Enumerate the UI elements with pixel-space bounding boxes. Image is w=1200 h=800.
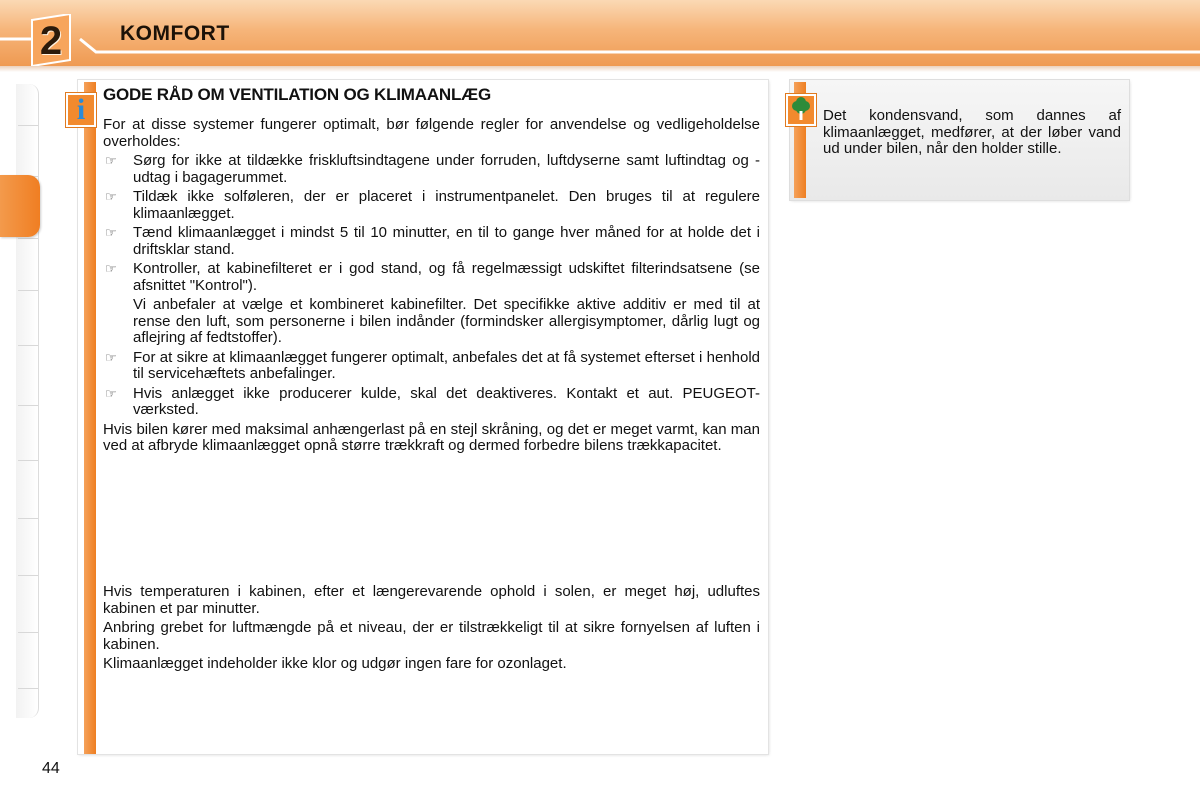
- main-panel-accent-strip: [84, 82, 96, 754]
- tab-divider: [18, 518, 38, 519]
- list-item: ☞ Hvis anlægget ikke producerer kulde, skal det deaktiveres. Kontakt et aut. PEUGEOT-værksted.: [105, 384, 760, 418]
- tab-divider: [18, 688, 38, 689]
- pointing-hand-icon: ☞: [105, 153, 117, 168]
- section-title: GODE RÅD OM VENTILATION OG KLIMAANLÆG: [103, 85, 491, 104]
- airflow-paragraph: Anbring grebet for luftmængde på et niveau, der er tilstrækkeligt til at sikre fornyelsen af luften i kabinen.: [103, 619, 760, 653]
- list-item: ☞ Tildæk ikke solføleren, der er placeret i instrumentpanelet. Den bruges til at regulere klimaanlægget.: [105, 188, 760, 222]
- info-icon: i: [66, 93, 96, 127]
- pointing-hand-icon: ☞: [105, 225, 117, 240]
- towing-paragraph: Hvis bilen kører med maksimal anhængerlast på en stejl skråning, og det er meget varmt, kan man ved at afbryde klimaanlægget opnå større trækkraft og dermed forbedre bilens trækkapacitet.: [103, 420, 760, 454]
- tab-divider: [18, 290, 38, 291]
- tab-divider: [18, 632, 38, 633]
- filter-note: Vi anbefaler at vælge et kombineret kabinefilter. Det specifikke aktive additiv er med til at rense den luft, som personerne i bilen indånder (formindsker allergisymptomer, dårlig lugt og aflejring af fedtstoffer).: [133, 296, 760, 346]
- pointing-hand-icon: ☞: [105, 189, 117, 204]
- chapter-tab-active[interactable]: [0, 175, 40, 237]
- tab-divider: [18, 405, 38, 406]
- list-item: ☞ Tænd klimaanlægget i mindst 5 til 10 minutter, en til to gange hver måned for at holde det i driftsklar stand.: [105, 224, 760, 258]
- tab-divider: [18, 460, 38, 461]
- tab-divider: [18, 238, 38, 239]
- tree-icon: [786, 94, 816, 126]
- main-lower-text: [103, 584, 760, 676]
- eco-note-text: Det kondensvand, som dannes af klimaanlægget, medfører, at der løber vand ud under bilen, når den holder stille.: [823, 107, 1121, 157]
- intro-paragraph: For at disse systemer fungerer optimalt, bør følgende regler for anvendelse og vedligeholdelse overholdes:: [103, 116, 760, 150]
- tab-divider: [18, 345, 38, 346]
- pointing-hand-icon: ☞: [105, 349, 117, 365]
- header-shadow: [0, 66, 1200, 72]
- list-item: ☞ Sørg for ikke at tildække friskluftsindtagene under forruden, luftdyserne samt luftindtag og -udtag i bagagerummet.: [105, 152, 760, 186]
- tab-divider: [18, 575, 38, 576]
- list-item: ☞ For at sikre at klimaanlægget fungerer optimalt, anbefales det at få systemet efterset i henhold til servicehæftets anbefalinger.: [105, 348, 760, 382]
- chapter-title: KOMFORT: [120, 22, 230, 45]
- ventilation-paragraph: Hvis temperaturen i kabinen, efter et længerevarende ophold i solen, er meget høj, udluftes kabinen et par minutter.: [103, 583, 760, 617]
- tab-divider: [18, 125, 38, 126]
- chapter-number: 2: [39, 19, 63, 63]
- page-number: 44: [42, 760, 60, 777]
- list-item: ☞ Kontroller, at kabinefilteret er i god stand, og få regelmæssigt udskiftet filterindsatsene (se afsnittet "Kontrol").: [105, 260, 760, 294]
- main-body-text: [103, 117, 760, 458]
- pointing-hand-icon: ☞: [105, 385, 117, 401]
- tree-icon-svg: [788, 96, 814, 124]
- pointing-hand-icon: ☞: [105, 261, 117, 276]
- ozone-paragraph: Klimaanlægget indeholder ikke klor og udgør ingen fare for ozonlaget.: [103, 655, 567, 672]
